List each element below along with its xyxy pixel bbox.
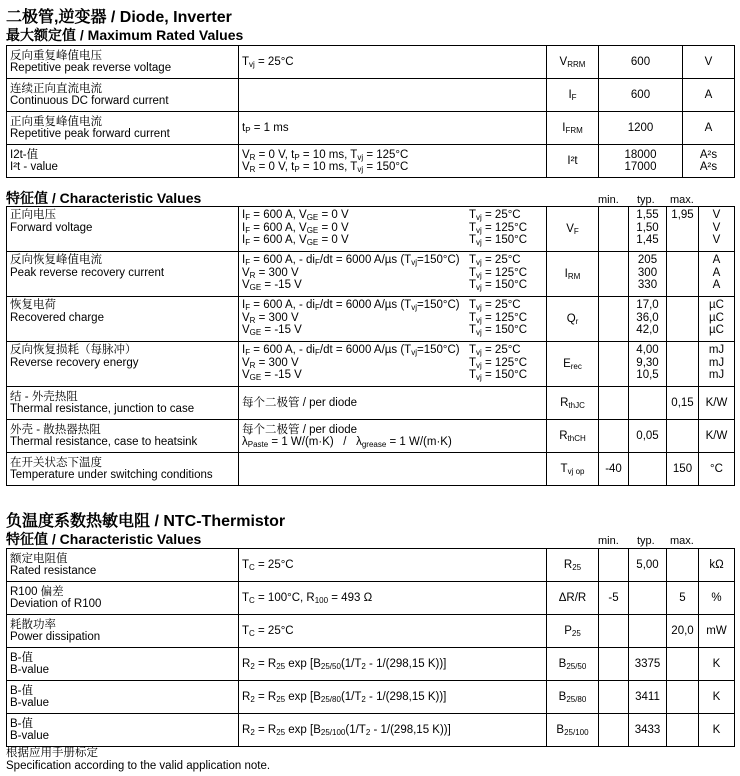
symbol: $V_F$ [547,207,599,252]
value: 600 [599,79,683,112]
param-en: Repetitive peak forward current [10,128,170,140]
ntc-col-min: min. [598,535,619,547]
ntc-col-max: max. [670,535,694,547]
ntc-col-typ: typ. [637,535,655,547]
condition: $T_C = 25^\circ C$ [239,615,547,648]
symbol: $V_{RRM}$ [547,46,599,79]
condition [239,79,547,112]
symbol: $I_F$ [547,79,599,112]
symbol: $R_{thJC}$ [547,387,599,420]
note-en: Specification according to the valid application note. [6,760,271,772]
condition: $t_P = 1$ ms [239,112,547,145]
param-en: I²t - value [10,161,58,173]
table-row: B-值 B-value $R_2 = R_{25}$ $\exp [B_{25/80}(1/T_2 - 1/(298,15$ K))] $B_{25/80}$ 3411 K [7,681,735,714]
col-typ: typ. [637,194,655,206]
table-row: 在开关状态下温度 Temperature under switching conditions $T_{vj op}$ -40 150 °C [7,453,735,486]
condition: $I_F = 600$ A, - $di_F/dt = 6000$ A/µs $(T_{vj}=150^\circ C)$ $T_{vj} = 25^\circ C$ $V_R = 300$ V $T_{vj} = 125^\circ C$ $V_{GE} = -15$ V $T_{vj} = 150^\circ C$ [239,342,547,387]
col-min: min. [598,194,619,206]
param-cn: 反向重复峰值电压 [10,49,102,62]
table-row: B-值 B-value $R_2 = R_{25}$ $\exp [B_{25/50}(1/T_2 - 1/(298,15$ K))] $B_{25/50}$ 3375 K [7,648,735,681]
table-row: B-值 B-value $R_2 = R_{25}$ $\exp [B_{25/100}(1/T_2 - 1/(298,15$ K))] $B_{25/100}$ 3433 K [7,714,735,747]
value: 600 [599,46,683,79]
table-row: 恢复电荷 Recovered charge $I_F = 600$ A, - $di_F/dt = 6000$ A/µs $(T_{vj}=150^\circ C)$ $T_{vj} = 25^\circ C$ $V_R = 300$ V $T_{vj} = 125^\circ C$ $V_{GE} = -15$ V $T_{vj} = 150^\circ C$ $Q_r$ 17,0 36,0 42,0 µC µC µC [7,297,735,342]
table-row: 反向恢复峰值电流 Peak reverse recovery current $I_F = 600$ A, - $di_F/dt = 6000$ A/µs $(T_{vj}=150^\circ C)$ $T_{vj} = 25^\circ C$ $V_R = 300$ V $T_{vj} = 125^\circ C$ $V_{GE} = -15$ V $T_{vj} = 150^\circ C$ $I_{RM}$ 205 300 330 A A A [7,252,735,297]
table-row: 耗散功率 Power dissipation $T_C = 25^\circ C$ $P_{25}$ 20,0 mW [7,615,735,648]
symbol: $B_{25/80}$ [547,681,599,714]
condition: $I_F = 600$ A, $V_{GE} = 0$ V $T_{vj} = 25^\circ C$ $I_F = 600$ A, $V_{GE} = 0$ V $T_{vj} = 125^\circ C$ $I_F = 600$ A, $V_{GE} = 0$ V $T_{vj} = 150^\circ C$ [239,207,547,252]
symbol: $B_{25/100}$ [547,714,599,747]
unit: A [683,112,735,145]
condition: $R_2 = R_{25}$ $\exp [B_{25/100}(1/T_2 - 1/(298,15$ K))] [239,714,547,747]
param-cn: 连续正向直流电流 [10,82,102,95]
condition: $T_C = 25^\circ C$ [239,549,547,582]
param-cn: I2t-值 [10,148,39,161]
condition: $V_R = 0$ V, $t_P = 10$ ms, $T_{vj} = 125^\circ C$ $V_R = 0$ V, $t_P = 10$ ms, $T_{vj} = 150^\circ C$ [239,145,547,178]
symbol: $P_{25}$ [547,615,599,648]
condition: $R_2 = R_{25}$ $\exp [B_{25/80}(1/T_2 - 1/(298,15$ K))] [239,681,547,714]
table-row: 结 - 外壳热阻 Thermal resistance, junction to case 每个二极管 / per diode $R_{thJC}$ 0,15 K/W [7,387,735,420]
max-rated-table [6,45,735,178]
condition: $R_2 = R_{25}$ $\exp [B_{25/50}(1/T_2 - 1/(298,15$ K))] [239,648,547,681]
symbol: $Q_r$ [547,297,599,342]
condition: $I_F = 600$ A, - $di_F/dt = 6000$ A/µs $(T_{vj}=150^\circ C)$ $T_{vj} = 25^\circ C$ $V_R = 300$ V $T_{vj} = 125^\circ C$ $V_{GE} = -15$ V $T_{vj} = 150^\circ C$ [239,297,547,342]
param-cn: 正向重复峰值电流 [10,115,102,128]
value: 18000 17000 [599,145,683,178]
footnote [6,747,270,773]
symbol: $E_{rec}$ [547,342,599,387]
table-row [7,145,735,178]
max-rated-table-wrap [6,45,734,178]
ntc-title: 负温度系数热敏电阻 / NTC-Thermistor [6,513,286,530]
note-cn: 根据应用手册标定 [6,747,98,759]
unit: V [683,46,735,79]
table-row [7,79,735,112]
col-max: max. [670,194,694,206]
symbol: I²t [547,145,599,178]
ntc-char-title: 特征值 / Characteristic Values [6,531,202,547]
condition: $T_C = 100^\circ C$, $R_{100} = 493$ Ω [239,582,547,615]
table-row [7,46,735,79]
char-title: 特征值 / Characteristic Values [6,190,202,206]
symbol: $B_{25/50}$ [547,648,599,681]
param-en: Continuous DC forward current [10,95,169,107]
condition: $I_F = 600$ A, - $di_F/dt = 6000$ A/µs $(T_{vj}=150^\circ C)$ $T_{vj} = 25^\circ C$ $V_R = 300$ V $T_{vj} = 125^\circ C$ $V_{GE} = -15$ V $T_{vj} = 150^\circ C$ [239,252,547,297]
value: 1200 [599,112,683,145]
param-en: Repetitive peak reverse voltage [10,62,172,74]
symbol: $R_{25}$ [547,549,599,582]
unit: A²s A²s [683,145,735,178]
ntc-table [6,548,735,747]
diode-title: 二极管,逆变器 / Diode, Inverter [6,9,232,26]
unit: A [683,79,735,112]
symbol: ΔR/R [547,582,599,615]
table-row: 额定电阻值 Rated resistance $T_C = 25^\circ C$ $R_{25}$ 5,00 kΩ [7,549,735,582]
table-row: 外壳 - 散热器热阻 Thermal resistance, case to heatsink 每个二极管 / per diode $\lambda_{Paste} = 1$ $W/(m\cdot K) / \lambda_{grease} = 1$ W/(m·K) $R_{thCH}$ 0,05 K/W [7,420,735,453]
symbol: $T_{vj op}$ [547,453,599,486]
table-row: 正向电压 Forward voltage $I_F = 600$ A, $V_{GE} = 0$ V $T_{vj} = 25^\circ C$ $I_F = 600$ A, $V_{GE} = 0$ V $T_{vj} = 125^\circ C$ $I_F = 600$ A, $V_{GE} = 0$ V $T_{vj} = 150^\circ C$ $V_F$ 1,55 1,50 1,45 1,95 V V V [7,207,735,252]
symbol: $I_{FRM}$ [547,112,599,145]
table-row: R100 偏差 Deviation of R100 $T_C = 100^\circ C$, $R_{100} = 493$ Ω ΔR/R -5 5 % [7,582,735,615]
symbol: $R_{thCH}$ [547,420,599,453]
symbol: $I_{RM}$ [547,252,599,297]
max-rated-title: 最大额定值 / Maximum Rated Values [6,27,244,43]
char-table [6,206,735,486]
ntc-table-wrap [6,548,734,747]
table-row [7,112,735,145]
condition: $T_{vj} = 25^\circ C$ [239,46,547,79]
condition: 每个二极管 / per diode $\lambda_{Paste} = 1$ $W/(m\cdot K) / \lambda_{grease} = 1$ W/(m·K) [239,420,547,453]
char-table-wrap [6,206,734,486]
table-row: 反向恢复损耗（每脉冲） Reverse recovery energy $I_F = 600$ A, - $di_F/dt = 6000$ A/µs $(T_{vj}=150^\circ C)$ $T_{vj} = 25^\circ C$ $V_R = 300$ V $T_{vj} = 125^\circ C$ $V_{GE} = -15$ V $T_{vj} = 150^\circ C$ $E_{rec}$ 4,00 9,30 10,5 mJ mJ mJ [7,342,735,387]
condition: 每个二极管 / per diode [239,387,547,420]
